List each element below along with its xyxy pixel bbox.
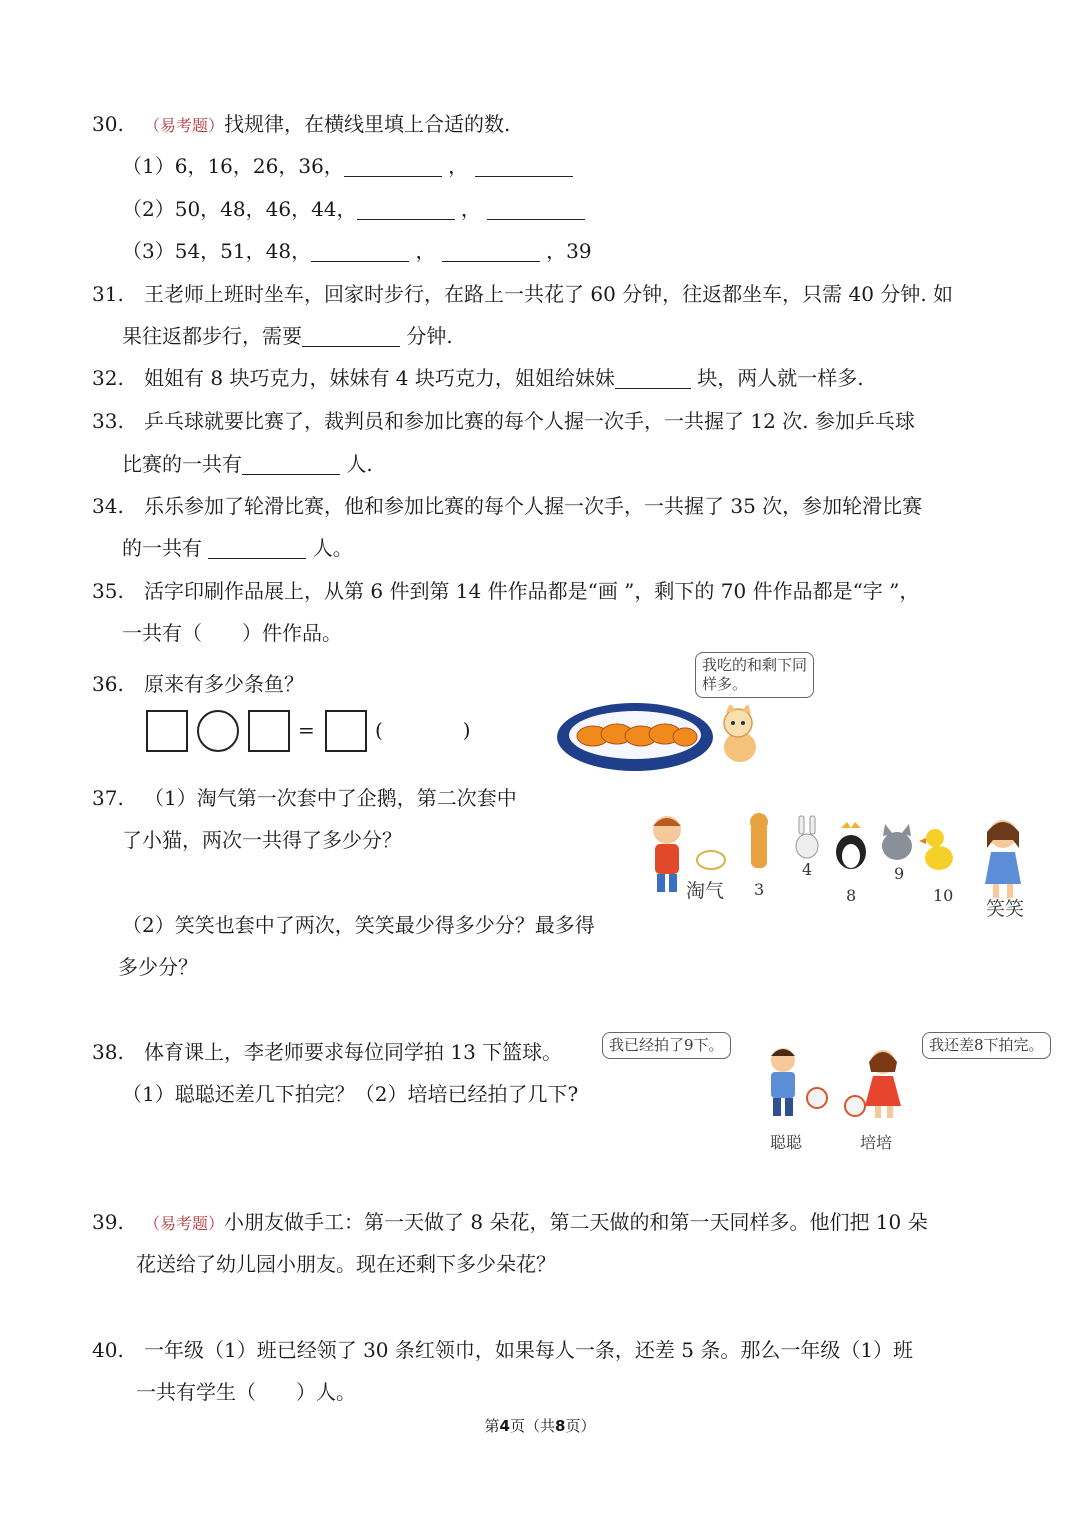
answer-blank[interactable] xyxy=(302,326,400,347)
girl-xiaoxiao-icon xyxy=(985,820,1021,898)
girl-peipei-icon xyxy=(865,1050,901,1118)
boy-congcong-icon xyxy=(771,1048,795,1116)
q30-tag: （易考题） xyxy=(144,116,225,135)
score-rabbit: 4 xyxy=(802,860,813,879)
q38-line1: 38. 体育课上，李老师要求每位同学拍 13 下篮球。 xyxy=(92,1040,563,1064)
answer-blank[interactable] xyxy=(475,156,573,177)
answer-blank[interactable] xyxy=(442,241,540,262)
answer-blank[interactable] xyxy=(208,538,306,559)
q31-line2: 果往返都步行，需要 分钟. xyxy=(122,324,453,348)
operator-circle[interactable] xyxy=(198,711,238,751)
answer-blank[interactable] xyxy=(487,199,585,220)
rabbit-icon xyxy=(796,816,818,858)
basketball-kids-illustration xyxy=(755,1040,915,1122)
score-giraffe: 3 xyxy=(754,880,765,899)
answer-blank[interactable] xyxy=(615,368,691,389)
fish-plate-illustration xyxy=(555,700,715,774)
q39-line2: 花送给了幼儿园小朋友。现在还剩下多少朵花？ xyxy=(136,1252,556,1276)
q37-line4: 多少分？ xyxy=(118,955,198,979)
congcong-speech-bubble: 我已经拍了9下。 xyxy=(602,1032,731,1059)
answer-box[interactable] xyxy=(326,711,366,751)
cat-gray-icon xyxy=(882,824,912,860)
answer-box[interactable] xyxy=(249,711,289,751)
label-xiaoxiao: 笑笑 xyxy=(986,898,1025,920)
answer-blank[interactable] xyxy=(311,241,409,262)
answer-box[interactable] xyxy=(147,711,187,751)
page-number: 4 xyxy=(499,1417,510,1435)
q35-line1: 35. 活字印刷作品展上，从第 6 件到第 14 件作品都是“画 ”，剩下的 70 件作品都是“字 ”， xyxy=(92,579,920,603)
answer-blank[interactable] xyxy=(357,199,455,220)
boy-taoqi-icon xyxy=(653,816,681,892)
ball-icon xyxy=(845,1096,865,1116)
score-cat: 9 xyxy=(894,864,905,883)
q31-line1: 31. 王老师上班时坐车，回家时步行，在路上一共花了 60 分钟，往返都坐车，只需 40 分钟. 如 xyxy=(92,282,954,306)
q37-line1: 37. （1）淘气第一次套中了企鹅，第二次套中 xyxy=(92,786,517,810)
ball-icon xyxy=(807,1088,827,1108)
giraffe-icon xyxy=(750,813,768,868)
label-peipei: 培培 xyxy=(860,1133,893,1152)
answer-blank[interactable] xyxy=(344,156,442,177)
q30-text: 找规律，在横线里填上合适的数. xyxy=(224,112,511,136)
label-taoqi: 淘气 xyxy=(686,880,725,902)
q35-line2: 一共有（ ）件作品。 xyxy=(122,621,342,645)
ring-icon xyxy=(697,851,725,869)
q34-line2: 的一共有 人。 xyxy=(122,536,353,560)
score-duck: 10 xyxy=(933,886,954,905)
q34-line1: 34. 乐乐参加了轮滑比赛，他和参加比赛的每个人握一次手，一共握了 35 次，参加轮滑比赛 xyxy=(92,494,923,518)
peipei-speech-bubble: 我还差8下拍完。 xyxy=(922,1032,1051,1059)
q30-number: 30. xyxy=(92,112,124,136)
score-penguin: 8 xyxy=(846,886,857,905)
cat-speech-bubble: 我吃的和剩下同 样多。 xyxy=(695,652,814,698)
q36-equals: = xyxy=(298,718,315,742)
q40-line1: 40. 一年级（1）班已经领了 30 条红领巾，如果每人一条，还差 5 条。那么一年级（1）班 xyxy=(92,1338,914,1362)
cat-icon xyxy=(716,705,764,763)
penguin-icon xyxy=(836,822,866,869)
q33-line1: 33. 乒乓球就要比赛了，裁判员和参加比赛的每个人握一次手，一共握了 12 次. 参加乒乓球 xyxy=(92,409,915,433)
q32-line1: 32. 姐姐有 8 块巧克力，妹妹有 4 块巧克力，姐姐给妹妹 块，两人就一样多. xyxy=(92,366,864,390)
q30-part2: （2）50，48，46，44， ， xyxy=(122,195,585,223)
page-footer: 第4页（共8页） xyxy=(484,1417,596,1435)
q30-part3: （3）54，51，48， ， ，39 xyxy=(122,239,592,263)
q33-line2: 比赛的一共有 人. xyxy=(122,452,373,476)
page-total: 8 xyxy=(555,1417,566,1435)
q38-line2: （1）聪聪还差几下拍完？（2）培培已经拍了几下? xyxy=(122,1082,579,1106)
q37-line3: （2）笑笑也套中了两次，笑笑最少得多少分？最多得 xyxy=(122,913,595,937)
label-congcong: 聪聪 xyxy=(770,1133,803,1152)
q36-paren: ( ) xyxy=(375,718,471,742)
answer-blank[interactable] xyxy=(242,454,340,475)
q30-part1: （1）6，16，26，36， ， xyxy=(122,152,573,180)
q36-line1: 36. 原来有多少条鱼？ xyxy=(92,672,304,696)
q30-title xyxy=(92,110,510,140)
duck-icon xyxy=(919,829,953,870)
ring-toss-illustration xyxy=(625,808,1035,920)
q37-line2: 了小猫，两次一共得了多少分？ xyxy=(122,828,402,852)
q40-line2: 一共有学生（ ）人。 xyxy=(136,1380,356,1404)
q39-line1: 39. （易考题）小朋友做手工：第一天做了 8 朵花，第二天做的和第一天同样多。他们把 10 朵 xyxy=(92,1210,928,1234)
